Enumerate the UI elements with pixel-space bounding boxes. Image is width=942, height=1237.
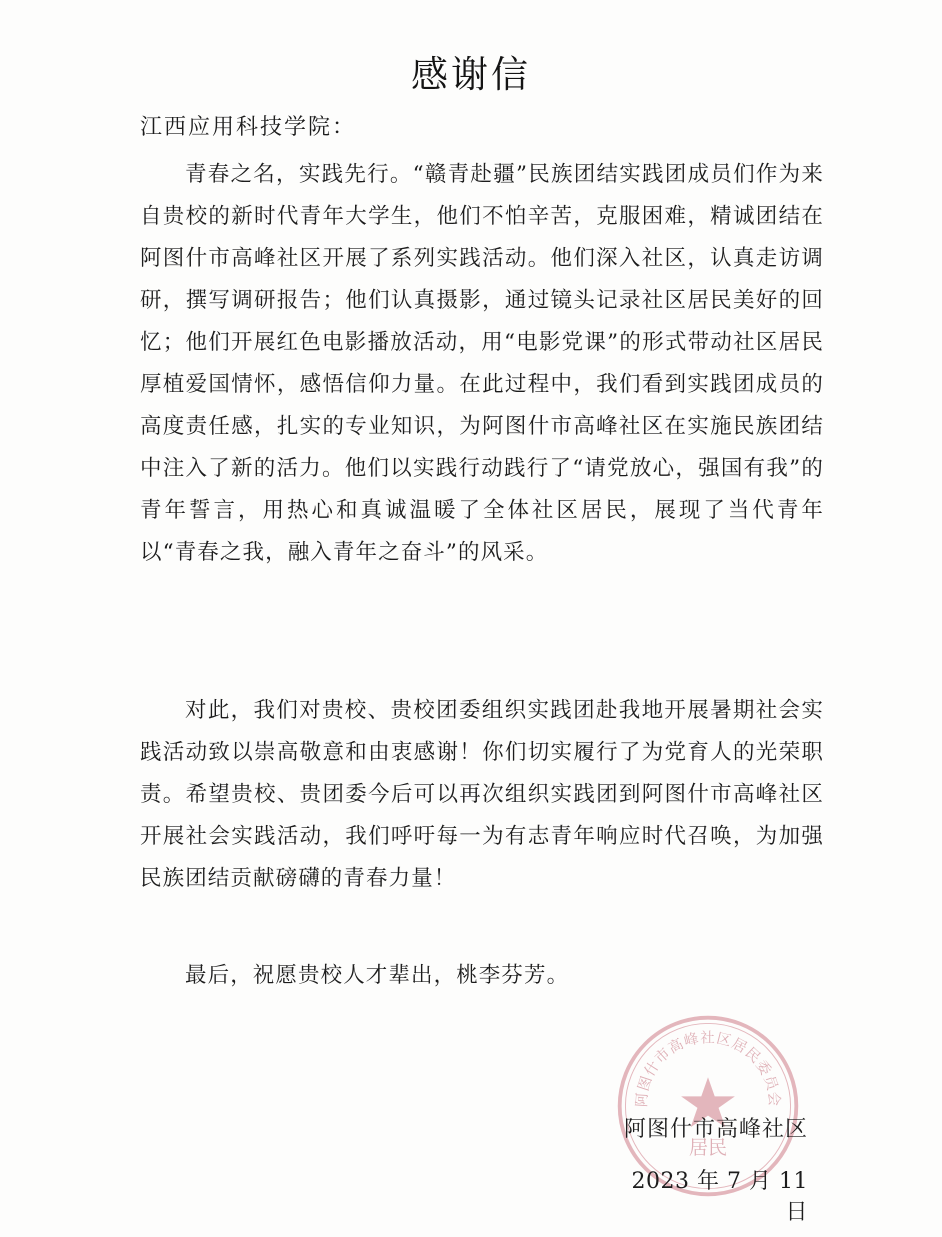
letter-salutation: 江西应用科技学院： (140, 115, 357, 140)
signature-date: 2023 年 7 月 11 日 (631, 1169, 808, 1225)
seal-ring-text: 阿图什市高峰社区居民委员会 (634, 1030, 782, 1108)
body-paragraph-1: 青春之名，实践先行。“赣青赴疆”民族团结实践团成员们作为来自贵校的新时代青年大学生，他们不怕辛苦，克服困难，精诚团结在阿图什市高峰社区开展了系列实践活动。他们深入社区，认真走访调研，撰写调研报告；他们认真摄影，通过镜头记录社区居民美好的回忆；他们开展红色电影播放活动，用“电影党课”的形式带动社区居民厚植爱国情怀，感悟信仰力量。在此过程中，我们看到实践团成员的高度责任感，扎实的专业知识，为阿图什市高峰社区在实施民族团结中注入了新的活力。他们以实践行动践行了“请党放心，强国有我”的青年誓言，用热心和真诚温暖了全体社区居民，展现了当代青年以“青春之我，融入青年之奋斗”的风采。 (140, 162, 824, 565)
body-paragraph-2: 对此，我们对贵校、贵校团委组织实践团赴我地开展暑期社会实践活动致以崇高敬意和由衷感谢！你们切实履行了为党育人的光荣职责。希望贵校、贵团委今后可以再次组织实践团到阿图什市高峰社区开展社会实践活动，我们呼吁每一为有志青年响应时代召唤，为加强民族团结贡献磅礴的青春力量！ (140, 698, 824, 891)
signature-organization: 阿图什市高峰社区 (623, 1117, 808, 1142)
body-paragraph-3: 最后，祝愿贵校人才辈出，桃李芬芳。 (185, 963, 570, 988)
letter-title: 感谢信 (411, 53, 531, 96)
seal-center-text: 居民 (688, 1136, 728, 1159)
